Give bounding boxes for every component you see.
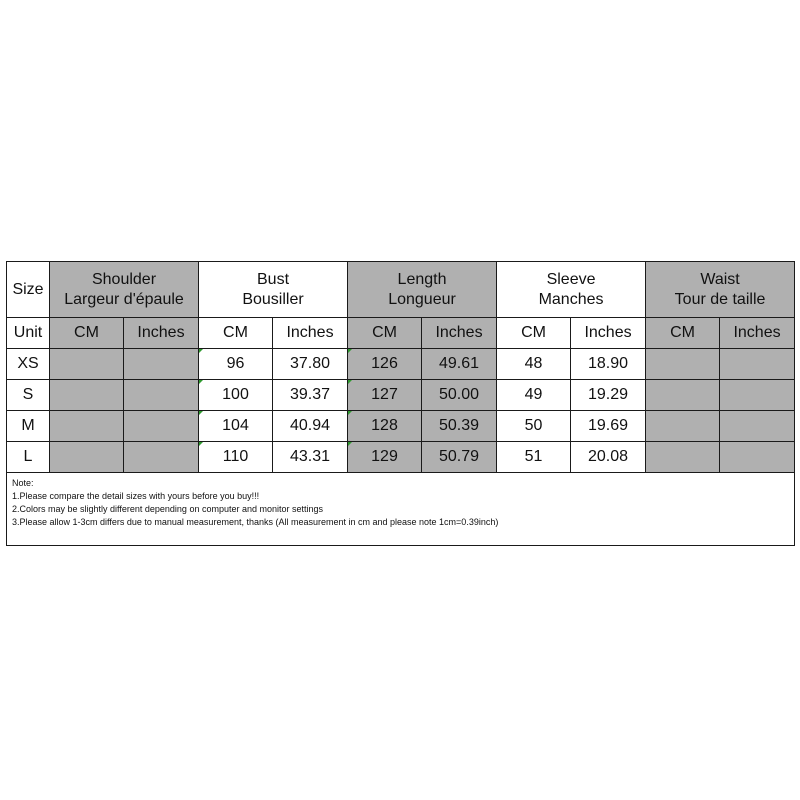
sleeve-cm-cell: 50 — [497, 411, 571, 442]
header-waist-fr: Tour de taille — [674, 290, 766, 308]
waist-inches-cell — [720, 349, 795, 380]
size-header: Size — [7, 262, 50, 318]
waist-cm-cell — [646, 380, 720, 411]
note-line-1: 1.Please compare the detail sizes with yours before you buy!!! — [12, 491, 260, 501]
header-waist-en: Waist — [700, 270, 740, 288]
size-cell: L — [7, 442, 50, 473]
table-row-m — [7, 411, 795, 442]
shoulder-inches-cell — [124, 380, 199, 411]
length-cm-cell: 128 — [348, 411, 422, 442]
header-bust-fr: Bousiller — [242, 290, 304, 308]
unit-bust-inches: Inches — [273, 318, 348, 349]
size-cell: XS — [7, 349, 50, 380]
bust-cm-cell: 110 — [199, 442, 273, 473]
length-inches-cell: 50.00 — [422, 380, 497, 411]
unit-shoulder-inches: Inches — [124, 318, 199, 349]
length-inches-cell: 49.61 — [422, 349, 497, 380]
table-row-s — [7, 380, 795, 411]
sleeve-cm-cell: 48 — [497, 349, 571, 380]
header-bust-en: Bust — [257, 270, 290, 288]
sleeve-cm-cell: 49 — [497, 380, 571, 411]
unit-sleeve-inches: Inches — [571, 318, 646, 349]
note-line-3: 3.Please allow 1-3cm differs due to manual measurement, thanks (All measurement in cm and please note 1cm=0.39inch) — [12, 517, 499, 527]
shoulder-cm-cell — [50, 349, 124, 380]
size-cell: M — [7, 411, 50, 442]
shoulder-inches-cell — [124, 411, 199, 442]
sleeve-inches-cell: 19.69 — [571, 411, 646, 442]
length-inches-cell: 50.39 — [422, 411, 497, 442]
bust-inches-cell: 39.37 — [273, 380, 348, 411]
header-shoulder-en: Shoulder — [91, 270, 157, 288]
note-heading: Note: — [12, 478, 34, 488]
sleeve-inches-cell: 18.90 — [571, 349, 646, 380]
unit-bust-cm: CM — [199, 318, 273, 349]
header-row — [7, 262, 795, 318]
notes-row — [7, 473, 795, 546]
waist-cm-cell — [646, 349, 720, 380]
waist-inches-cell — [720, 411, 795, 442]
waist-cm-cell — [646, 442, 720, 473]
bust-cm-cell: 100 — [199, 380, 273, 411]
unit-waist-cm: CM — [646, 318, 720, 349]
unit-shoulder-cm: CM — [50, 318, 124, 349]
sleeve-inches-cell: 20.08 — [571, 442, 646, 473]
table-row-l — [7, 442, 795, 473]
sleeve-cm-cell: 51 — [497, 442, 571, 473]
header-waist — [646, 262, 795, 318]
header-sleeve — [497, 262, 646, 318]
sleeve-inches-cell: 19.29 — [571, 380, 646, 411]
shoulder-inches-cell — [124, 442, 199, 473]
size-chart-table — [6, 261, 795, 546]
shoulder-cm-cell — [50, 380, 124, 411]
header-bust — [199, 262, 348, 318]
shoulder-cm-cell — [50, 442, 124, 473]
length-inches-cell: 50.79 — [422, 442, 497, 473]
header-shoulder — [50, 262, 199, 318]
shoulder-cm-cell — [50, 411, 124, 442]
unit-sleeve-cm: CM — [497, 318, 571, 349]
shoulder-inches-cell — [124, 349, 199, 380]
header-sleeve-fr: Manches — [538, 290, 604, 308]
header-shoulder-fr: Largeur d'épaule — [64, 290, 184, 308]
unit-label: Unit — [7, 318, 50, 349]
header-length — [348, 262, 497, 318]
length-cm-cell: 126 — [348, 349, 422, 380]
notes-cell — [7, 473, 795, 546]
unit-length-cm: CM — [348, 318, 422, 349]
bust-inches-cell: 37.80 — [273, 349, 348, 380]
unit-length-inches: Inches — [422, 318, 497, 349]
waist-inches-cell — [720, 380, 795, 411]
unit-row — [7, 318, 795, 349]
waist-cm-cell — [646, 411, 720, 442]
unit-waist-inches: Inches — [720, 318, 795, 349]
size-cell: S — [7, 380, 50, 411]
header-length-fr: Longueur — [388, 290, 456, 308]
table-row-xs — [7, 349, 795, 380]
length-cm-cell: 129 — [348, 442, 422, 473]
note-line-2: 2.Colors may be slightly different depending on computer and monitor settings — [12, 504, 324, 514]
waist-inches-cell — [720, 442, 795, 473]
length-cm-cell: 127 — [348, 380, 422, 411]
bust-inches-cell: 43.31 — [273, 442, 348, 473]
header-sleeve-en: Sleeve — [546, 270, 596, 288]
header-length-en: Length — [397, 270, 447, 288]
bust-cm-cell: 104 — [199, 411, 273, 442]
bust-inches-cell: 40.94 — [273, 411, 348, 442]
bust-cm-cell: 96 — [199, 349, 273, 380]
